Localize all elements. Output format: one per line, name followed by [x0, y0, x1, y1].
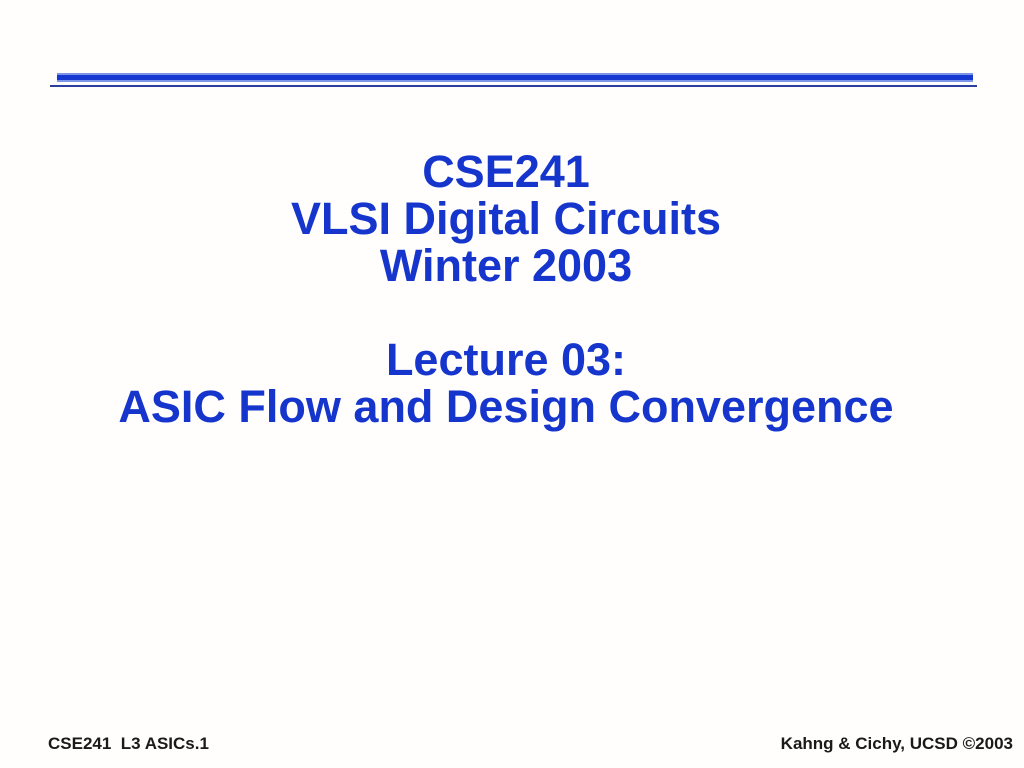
title-spacer: [0, 289, 1012, 336]
subtitle-line-lecture-topic: ASIC Flow and Design Convergence: [118, 381, 894, 432]
top-rule-thick: [57, 73, 973, 82]
title-line-course: CSE241: [422, 146, 590, 197]
title-block: [0, 148, 1012, 430]
slide-footer: [48, 734, 1013, 754]
title-line-course-name: VLSI Digital Circuits: [290, 193, 722, 244]
footer-credit: Kahng & Cichy, UCSD ©2003: [780, 734, 1013, 753]
subtitle-line-lecture-number: Lecture 03:: [385, 334, 627, 385]
top-rule-thin: [50, 85, 977, 87]
footer-slide-id: CSE241 L3 ASICs.1: [48, 734, 209, 753]
title-line-term: Winter 2003: [379, 240, 633, 291]
